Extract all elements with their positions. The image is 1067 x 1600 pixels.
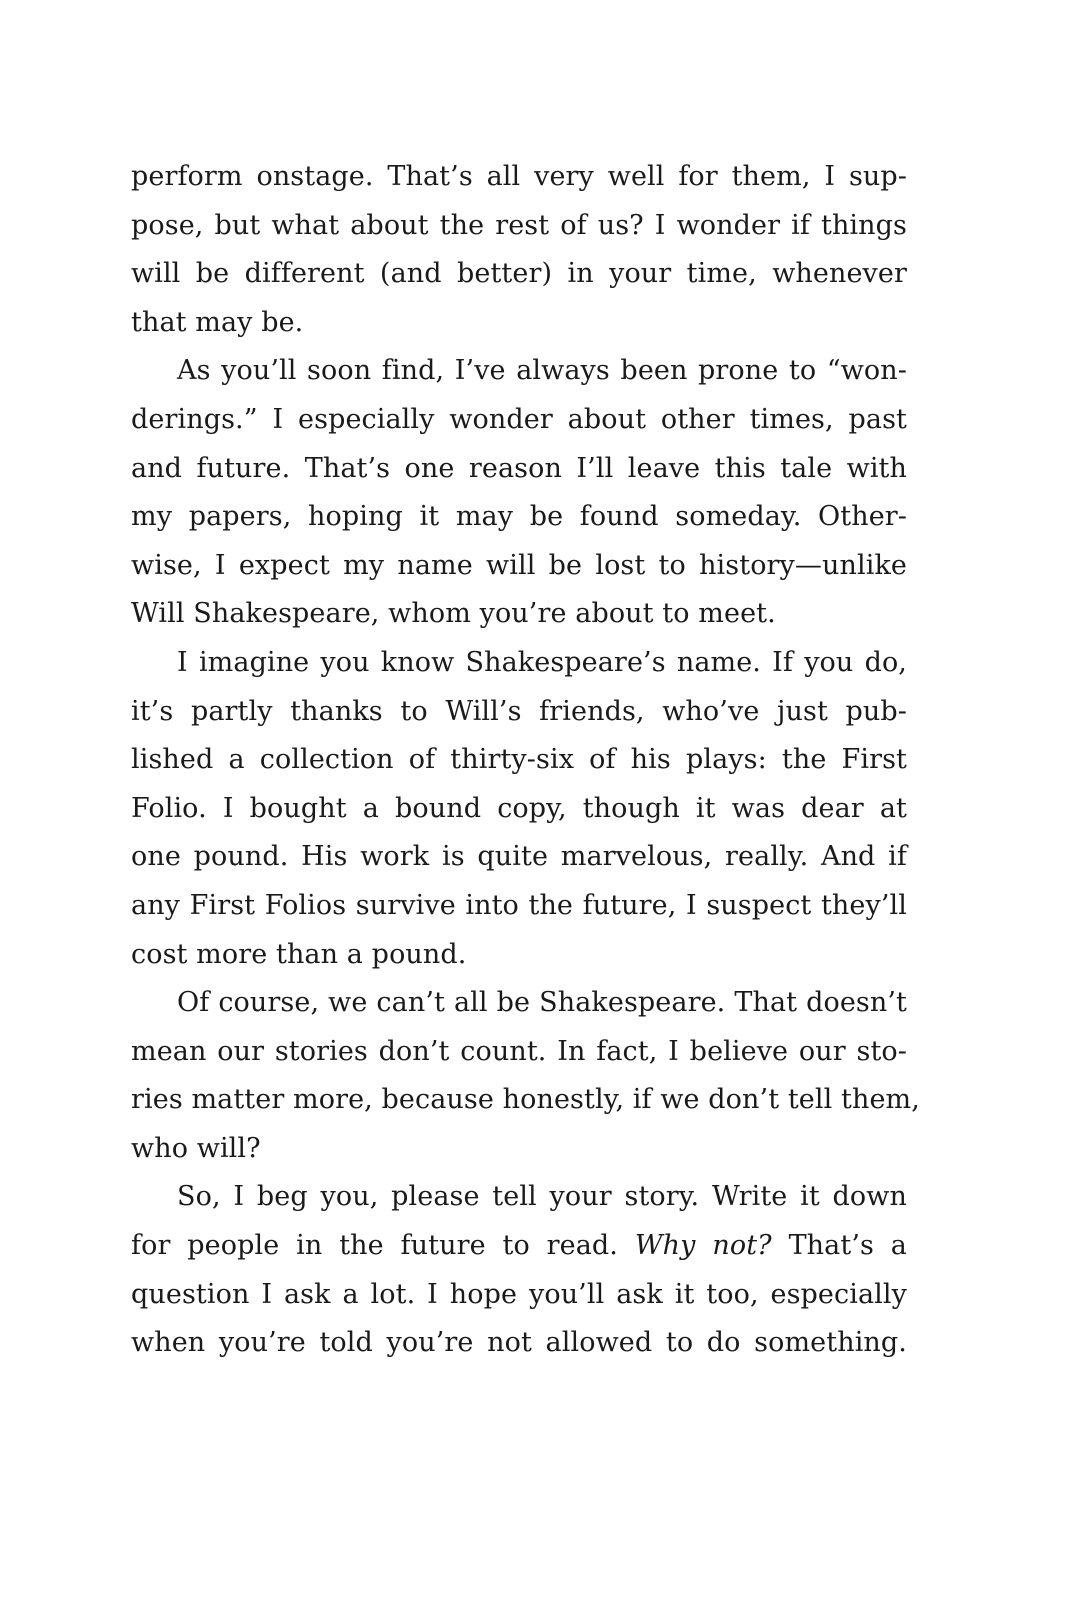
paragraph: [131, 347, 907, 639]
text-line: question I ask a lot. I hope you’ll ask it too, especially: [131, 1278, 907, 1310]
text-line: pose, but what about the rest of us? I wonder if things: [131, 209, 907, 241]
text-line: As you’ll soon find, I’ve always been prone to “won-: [177, 355, 907, 387]
text-line: perform onstage. That’s all very well for them, I sup-: [131, 161, 907, 192]
paragraph: [131, 153, 907, 347]
text-line: mean our stories don’t count. In fact, I believe our sto-: [131, 1035, 907, 1067]
text-line: will be different (and better) in your time, whenever: [131, 258, 907, 290]
text-line: one pound. His work is quite marvelous, really. And if: [131, 841, 907, 873]
text-line: lished a collection of thirty-six of his plays: the First: [131, 744, 907, 776]
text-line: So, I beg you, please tell your story. Write it down: [177, 1181, 907, 1213]
text-line: and future. That’s one reason I’ll leave this tale with: [131, 452, 907, 484]
text-line: [131, 1222, 907, 1271]
text-line: any First Folios survive into the future, I suspect they’ll: [131, 889, 907, 921]
text-line: derings.” I especially wonder about other times, past: [131, 403, 907, 435]
text-line: when you’re told you’re not allowed to do something.: [131, 1327, 907, 1359]
text-line: it’s partly thanks to Will’s friends, who’ve just pub-: [131, 695, 907, 727]
text-line: that may be.: [131, 306, 304, 338]
text-line: I imagine you know Shakespeare’s name. If you do,: [177, 646, 907, 678]
text-line: Folio. I bought a bound copy, though it was dear at: [131, 792, 907, 824]
paragraph: [131, 639, 907, 979]
text-line: my papers, hoping it may be found someday. Other-: [131, 501, 907, 533]
text-line: Of course, we can’t all be Shakespeare. That doesn’t: [177, 987, 907, 1019]
text-run: for people in the future to read.: [131, 1230, 635, 1262]
text-line: Will Shakespeare, whom you’re about to meet.: [131, 598, 776, 630]
text-line: who will?: [131, 1132, 261, 1164]
text-line: wise, I expect my name will be lost to history—unlike: [131, 549, 907, 581]
text-run: That’s a: [771, 1230, 907, 1262]
paragraph: [131, 1173, 907, 1367]
paragraph: [131, 979, 920, 1173]
italic-phrase: Why not?: [634, 1230, 772, 1262]
text-line: ries matter more, because honestly, if we don’t tell them,: [131, 1084, 920, 1116]
text-line: cost more than a pound.: [131, 938, 467, 970]
body-text: [131, 153, 920, 1368]
